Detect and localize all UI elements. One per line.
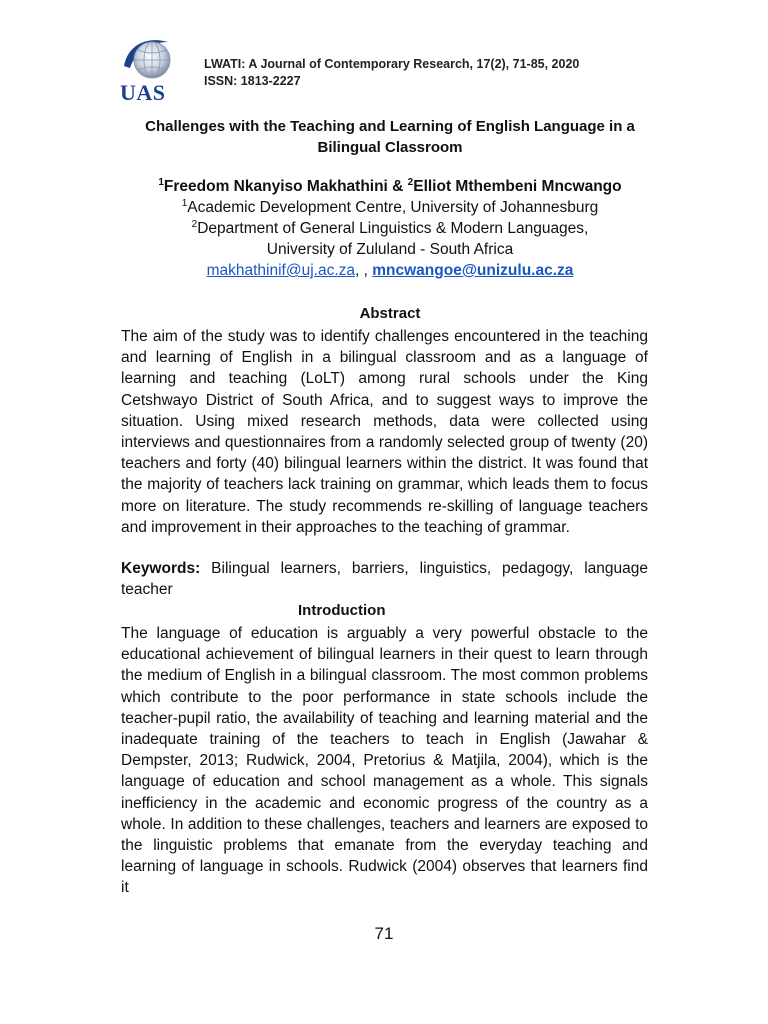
journal-header [204, 56, 579, 90]
journal-issn: ISSN: 1813-2227 [204, 74, 301, 88]
title-line-2: Bilingual Classroom [317, 139, 463, 156]
affil2-text: Department of General Linguistics & Modern Languages, [197, 220, 589, 237]
email-link-2[interactable]: mncwangoe@unizulu.ac.za [372, 262, 574, 279]
affiliation-2 [110, 218, 670, 239]
affil1-sup: 1 [181, 198, 188, 209]
emails [110, 260, 670, 281]
uas-logo [118, 36, 180, 104]
introduction-text: The language of education is arguably a very powerful obstacle to the educational achievement of bilingual learners in their quest to learn through the medium of English in a bilingual classroom. The most common problems which contribute to the poor performance in state schools include the teacher-pupil ratio, the availability of teaching and learning material and the inadequate training of the teachers to teach in English (Jawahar & Dempster, 2013; Rudwick, 2004, Pretorius & Matjila, 2004), which is the language of education and school management as a whole. This signals inefficiency in the academic and economic progress of the country as a whole. In addition to these challenges, teachers and learners are exposed to the linguistic problems that emanate from the everyday teaching and learning of language in schools. Rudwick (2004) observes that learners find it [121, 625, 648, 897]
abstract-text: The aim of the study was to identify challenges encountered in the teaching and learning of English in a bilingual classroom and as a language of learning and teaching (LoLT) among rural schools under the King Cetshwayo District of South Africa, and to suggest ways to improve the situation. Using mixed research methods, data were collected using interviews and questionnaires from a randomly selected group of twenty (20) teachers and forty (40) bilingual learners within the district. It was found that the majority of teachers lack training on grammar, which leads them to focus more on literature. The study recommends re-skilling of language teachers and improvement in their approaches to the teaching of grammar. [121, 328, 648, 536]
journal-citation: LWATI: A Journal of Contemporary Research, 17(2), 71-85, 2020 [204, 57, 580, 71]
author-1: Freedom Nkanyiso Makhathini & [163, 178, 408, 195]
page-number: 71 [374, 924, 394, 943]
email-separator: , , [355, 262, 373, 279]
paper-title [110, 116, 670, 158]
affiliation-2-line-2: University of Zululand - South Africa [266, 241, 514, 258]
introduction-heading: Introduction [298, 602, 386, 619]
abstract-heading: Abstract [359, 305, 421, 322]
title-line-1: Challenges with the Teaching and Learning of English Language in a [145, 118, 635, 135]
logo-text: UAS [120, 80, 166, 105]
affil2-sup: 2 [191, 219, 198, 230]
author-2: Elliot Mthembeni Mncwango [413, 178, 622, 195]
affil1-text: Academic Development Centre, University of Johannesburg [187, 199, 599, 216]
keywords-label: Keywords: [121, 560, 201, 577]
author1-sup: 1 [158, 177, 164, 188]
author-names [110, 176, 670, 197]
keywords-list: Bilingual learners, barriers, linguistics, pedagogy, language teacher [121, 560, 648, 599]
keywords [121, 558, 648, 600]
authors-block [110, 176, 670, 281]
author2-sup: 2 [407, 177, 414, 188]
email-link-1[interactable]: makhathinif@uj.ac.za [206, 262, 356, 279]
affiliation-1 [110, 197, 670, 218]
globe-icon [118, 36, 180, 82]
